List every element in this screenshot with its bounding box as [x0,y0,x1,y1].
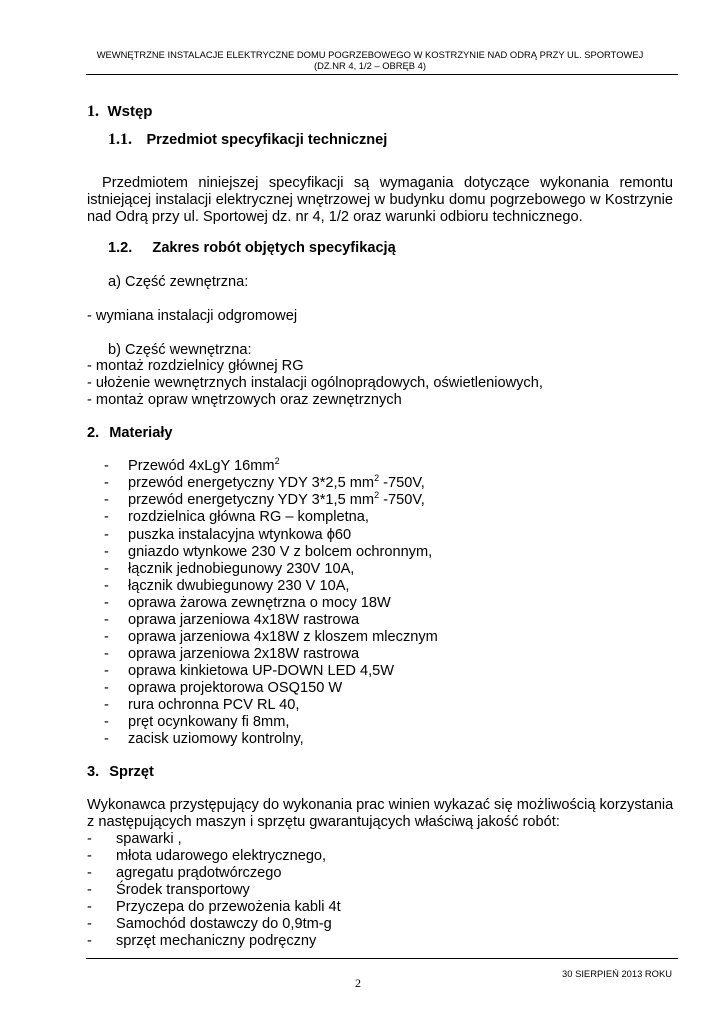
equipment-list [87,831,487,950]
list-dash: - [104,509,109,525]
list-dash: - [104,561,109,577]
list-item [87,848,487,865]
superscript: 2 [274,456,280,466]
equipment-text: agregatu prądotwórczego [116,865,282,881]
list-item [104,595,564,612]
list-dash: - [104,527,109,543]
list-item [104,663,564,680]
list-item [104,612,564,629]
material-text: pręt ocynkowany fi 8mm, [128,714,290,730]
list-dash: - [104,475,109,491]
list-item [104,544,564,561]
section-2-heading [87,425,173,442]
superscript: 2 [374,490,380,500]
footer-rule [86,958,678,959]
list-dash: - [104,646,109,662]
section-3-heading [87,764,154,781]
section-1-2-number: 1.2. [108,240,133,256]
list-dash: - [87,916,92,932]
list-item [87,865,487,882]
list-item [104,578,564,595]
list-dash: - [87,831,92,847]
material-text: oprawa projektorowa OSQ150 W [128,680,343,696]
footer-date: 30 SIERPIEŃ 2013 ROKU [562,968,672,979]
list-item [87,831,487,848]
section-1-1-number: 1.1. [108,131,132,148]
list-dash: - [104,612,109,628]
list-item [104,714,564,731]
list-dash: - [87,899,92,915]
list-item [104,731,564,748]
section-1-2-title: Zakres robót objętych specyfikacją [152,240,396,256]
material-suffix: -750V, [379,475,425,491]
material-text: Przewód 4xLgY 16mm [128,458,275,474]
material-suffix: -750V, [379,492,425,508]
list-dash: - [87,848,92,864]
list-dash: - [104,544,109,560]
list-dash: - [87,865,92,881]
section-1-title: Wstęp [107,103,153,120]
list-dash: - [104,731,109,747]
materials-list [104,458,564,748]
material-text: oprawa jarzeniowa 2x18W rastrowa [128,646,360,662]
part-b-item: - montaż rozdzielnicy głównej RG [87,358,304,374]
material-text: rozdzielnica główna RG – kompletna, [128,509,369,525]
list-dash: - [104,714,109,730]
list-dash: - [104,663,109,679]
list-dash: - [104,595,109,611]
list-item [104,680,564,697]
running-header [60,49,680,71]
part-b-label: b) Część wewnętrzna: [108,342,252,358]
section-1-heading [87,103,152,121]
part-a-item: - wymiana instalacji odgromowej [87,308,298,324]
material-text: łącznik jednobiegunowy 230V 10A, [128,561,355,577]
material-text: rura ochronna PCV RL 40, [128,697,300,713]
material-text: oprawa jarzeniowa 4x18W z kloszem mlecznym [128,629,438,645]
list-item [104,458,564,475]
material-text: przewód energetyczny YDY 3*2,5 mm [128,475,375,491]
header-rule [86,74,678,75]
equipment-text: Samochód dostawczy do 0,9tm-g [116,916,332,932]
material-text: gniazdo wtynkowe 230 V z bolcem ochronnym, [128,544,433,560]
equipment-text: młota udarowego elektrycznego, [116,848,327,864]
list-item [104,527,564,544]
material-text: puszka instalacyjna wtynkowa ϕ60 [128,527,352,543]
list-dash: - [87,933,92,949]
list-item [104,629,564,646]
section-1-1-title: Przedmiot specyfikacji technicznej [146,132,388,148]
list-dash: - [104,578,109,594]
list-item [104,475,564,492]
material-text: oprawa żarowa zewnętrzna o mocy 18W [128,595,391,611]
section-1-1-heading [108,131,387,149]
material-text: łącznik dwubiegunowy 230 V 10A, [128,578,350,594]
section-1-2-heading [108,240,396,257]
section-1-1-paragraph: Przedmiotem niniejszej specyfikacji są wymagania dotyczące wykonania remontu istniejącej instalacji elektrycznej wnętrzowej w budynku domu pogrzebowego w Kostrzynie nad Odrą przy ul. Sportowej dz. nr 4, 1/2 oraz warunki odbioru technicznego. [87,175,673,225]
list-item [104,697,564,714]
equipment-text: Środek transportowy [116,882,250,898]
part-b-item: - montaż opraw wnętrzowych oraz zewnętrznych [87,392,402,408]
part-b-item: - ułożenie wewnętrznych instalacji ogólnoprądowych, oświetleniowych, [87,375,543,391]
equipment-text: Przyczepa do przewożenia kabli 4t [116,899,341,915]
list-dash: - [104,458,109,474]
header-title: WEWNĘTRZNE INSTALACJE ELEKTRYCZNE DOMU POGRZEBOWEGO W KOSTRZYNIE NAD ODRĄ PRZY UL. SPORTOWEJ [96,49,644,60]
section-3-paragraph: Wykonawca przystępujący do wykonania prac winien wykazać się możliwością korzystania z następujących maszyn i sprzętu gwarantujących właściwą jakość robót: [87,797,674,830]
list-item [104,646,564,663]
list-item [87,899,487,916]
list-dash: - [104,680,109,696]
list-item [104,561,564,578]
section-2-title: Materiały [109,425,173,441]
list-dash: - [104,492,109,508]
material-text: oprawa jarzeniowa 4x18W rastrowa [128,612,360,628]
material-text: oprawa kinkietowa UP-DOWN LED 4,5W [128,663,395,679]
list-item [104,509,564,526]
list-item [104,492,564,509]
header-subtitle: (DZ.NR 4, 1/2 – OBRĘB 4) [313,60,426,71]
section-3-title: Sprzęt [109,764,154,780]
equipment-text: spawarki , [116,831,182,847]
part-a-label: a) Część zewnętrzna: [108,274,249,290]
equipment-text: sprzęt mechaniczny podręczny [116,933,317,949]
superscript: 2 [374,473,380,483]
page-number: 2 [355,976,361,990]
list-item [87,933,487,950]
list-dash: - [87,882,92,898]
section-1-number: 1. [87,103,99,120]
material-text: zacisk uziomowy kontrolny, [128,731,304,747]
list-item [87,916,487,933]
list-item [87,882,487,899]
list-dash: - [104,629,109,645]
list-dash: - [104,697,109,713]
material-text: przewód energetyczny YDY 3*1,5 mm [128,492,375,508]
section-3-number: 3. [87,764,100,780]
section-2-number: 2. [87,425,100,441]
